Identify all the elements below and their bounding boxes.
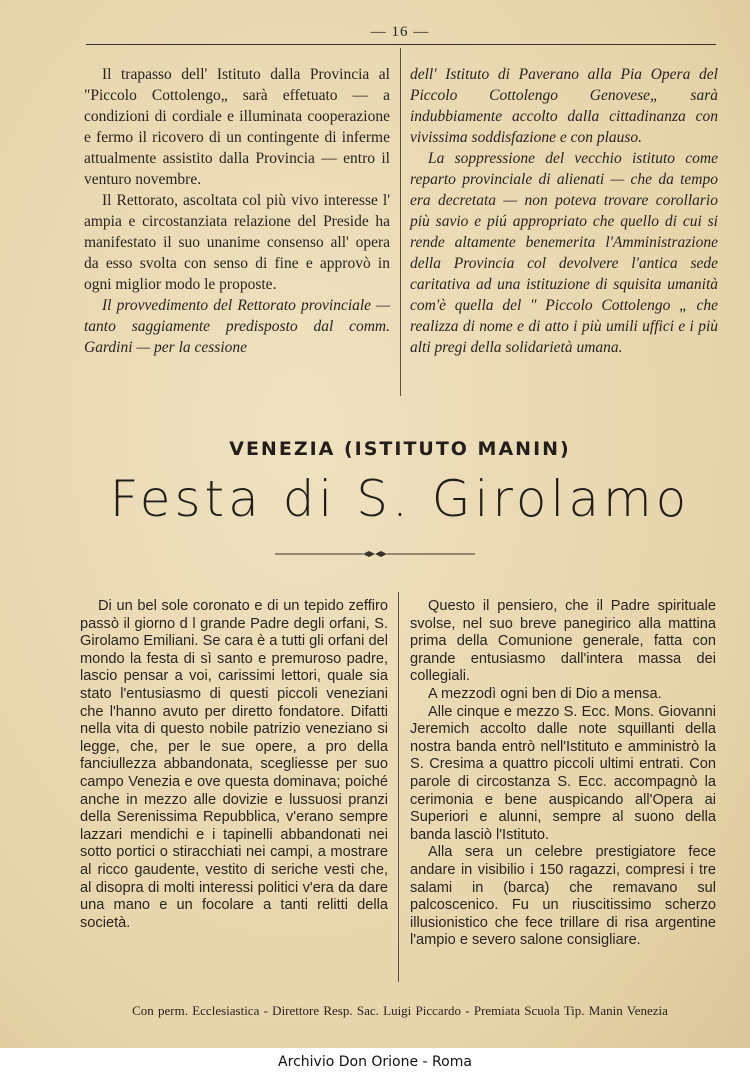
bottom-right-column [410,598,716,950]
footer-credits: Con perm. Ecclesiastica - Direttore Resp. Sac. Luigi Piccardo - Premiata Scuola Tip. Manin Venezia [132,1003,668,1018]
bottom-right-paragraph-1: Questo il pensiero, che il Padre spirituale svolse, nel suo breve panegirico alla mattina prima della Comunione generale, fatta con grande entusiasmo dall'intera massa dei collegiali. [410,598,716,685]
archive-label: Archivio Don Orione - Roma [0,1048,750,1076]
section-heading: VENEZIA (ISTITUTO MANIN) [229,438,571,460]
column-divider-top [400,48,401,396]
top-left-column [84,64,390,358]
top-left-paragraph-1: Il trapasso dell' Istituto dalla Provincia al "Piccolo Cottolengo„ sarà effetuato — a condizioni di cordiale e illuminata cooperazione e fermo il ricovero di un contingente di inferme attualmente assistito dalla Provincia — entro il venturo novembre. [84,66,390,188]
top-left-paragraph-2: Il Rettorato, ascoltata col più vivo interesse l' ampia e circostanziata relazione del Preside ha manifestato il suo unanime consenso all' opera da esso svolta con senso di fine e approvò in ogni miglior modo le proposte. [84,192,390,293]
bottom-left-paragraph-1: Di un bel sole coronato e di un tepido zeffiro passò il giorno d l grande Padre degli orfani, S. Girolamo Emiliani. Se cara è a tutti gli orfani del mondo la festa di sì santo e premuroso padre, lascio pensar a voi, carissimi lettori, quale sia stato l'entusiasmo di questi piccoli veneziani che l'hanno avuto per diretto fondatore. Difatti nella vita di questo nobile patrizio veneziano si legge, che, per le sue opere, a pro della fanciullezza abbandonata, scegliesse per suo campo Venezia e ove questa dominava; poiché anche in mezzo alle dovizie e lussuosi pranzi della Serenissima Repubblica, v'erano sempre lazzari mendichi e i tapinelli abbandonati nei sotto portici o stiracchiati nei campi, a mostrare al ricco gaudente, vestito di seriche vesti che, al disopra di molti interessi politici v'era da dare una mano e un focolare a tanti relitti della società. [80,598,388,931]
bottom-right-paragraph-3: Alle cinque e mezzo S. Ecc. Mons. Giovanni Jeremich accolto dalle note squillanti della nostra banda entrò nell'Istituto e amministrò la S. Cresima a quattro piccoli ultimi entrati. Con parole di circostanza S. Ecc. accompagnò la cerimonia e bene auspicando all'Opera ai Superiori e alunni, sempre al suono della banda lasciò l'Istituto. [410,703,716,843]
top-right-column [410,64,718,358]
bottom-left-column [80,598,388,932]
page-number: — 16 — [370,24,430,40]
top-right-paragraph-1: dell' Istituto di Paverano alla Pia Opera del Piccolo Cottolengo Genovese„ sarà indubbiamente accolto dalla cittadinanza con vivissima soddisfazione e con plauso. [410,66,718,146]
top-divider [86,44,716,45]
top-left-paragraph-3: Il provvedimento del Rettorato provinciale — tanto saggiamente predisposto dal comm. Gardini — per la cessione [84,297,390,356]
title-ornament [275,547,475,561]
top-right-paragraph-2: La soppressione del vecchio istituto come reparto provinciale di alienati — che da tempo era decretata — non poteva trovare corollario più savio e piú appropriato che quello di cui si rende altamente benemerita l'Amministrazione della Provincia col devolvere l'antica sede caritativa ad una istituzione di squisita umanità com'è quella del " Piccolo Cottolengo „ che realizza di nome e di atto i più umili uffici e i più alti pregi della solidarietà umana. [410,150,718,356]
bottom-right-paragraph-2: A mezzodì ogni ben di Dio a mensa. [428,685,662,702]
bottom-right-paragraph-4: Alla sera un celebre prestigiatore fece andare in visibilio i 150 ragazzi, compresi i tre salami in (barca) che remavano sul palcoscenico. Fu un riuscitissimo scherzo illusionistico che fece trillare di risa argentine l'ampio e severo salone consigliare. [410,844,716,949]
article-title: Festa di S. Girolamo [109,470,691,528]
column-divider-bottom [398,592,399,982]
